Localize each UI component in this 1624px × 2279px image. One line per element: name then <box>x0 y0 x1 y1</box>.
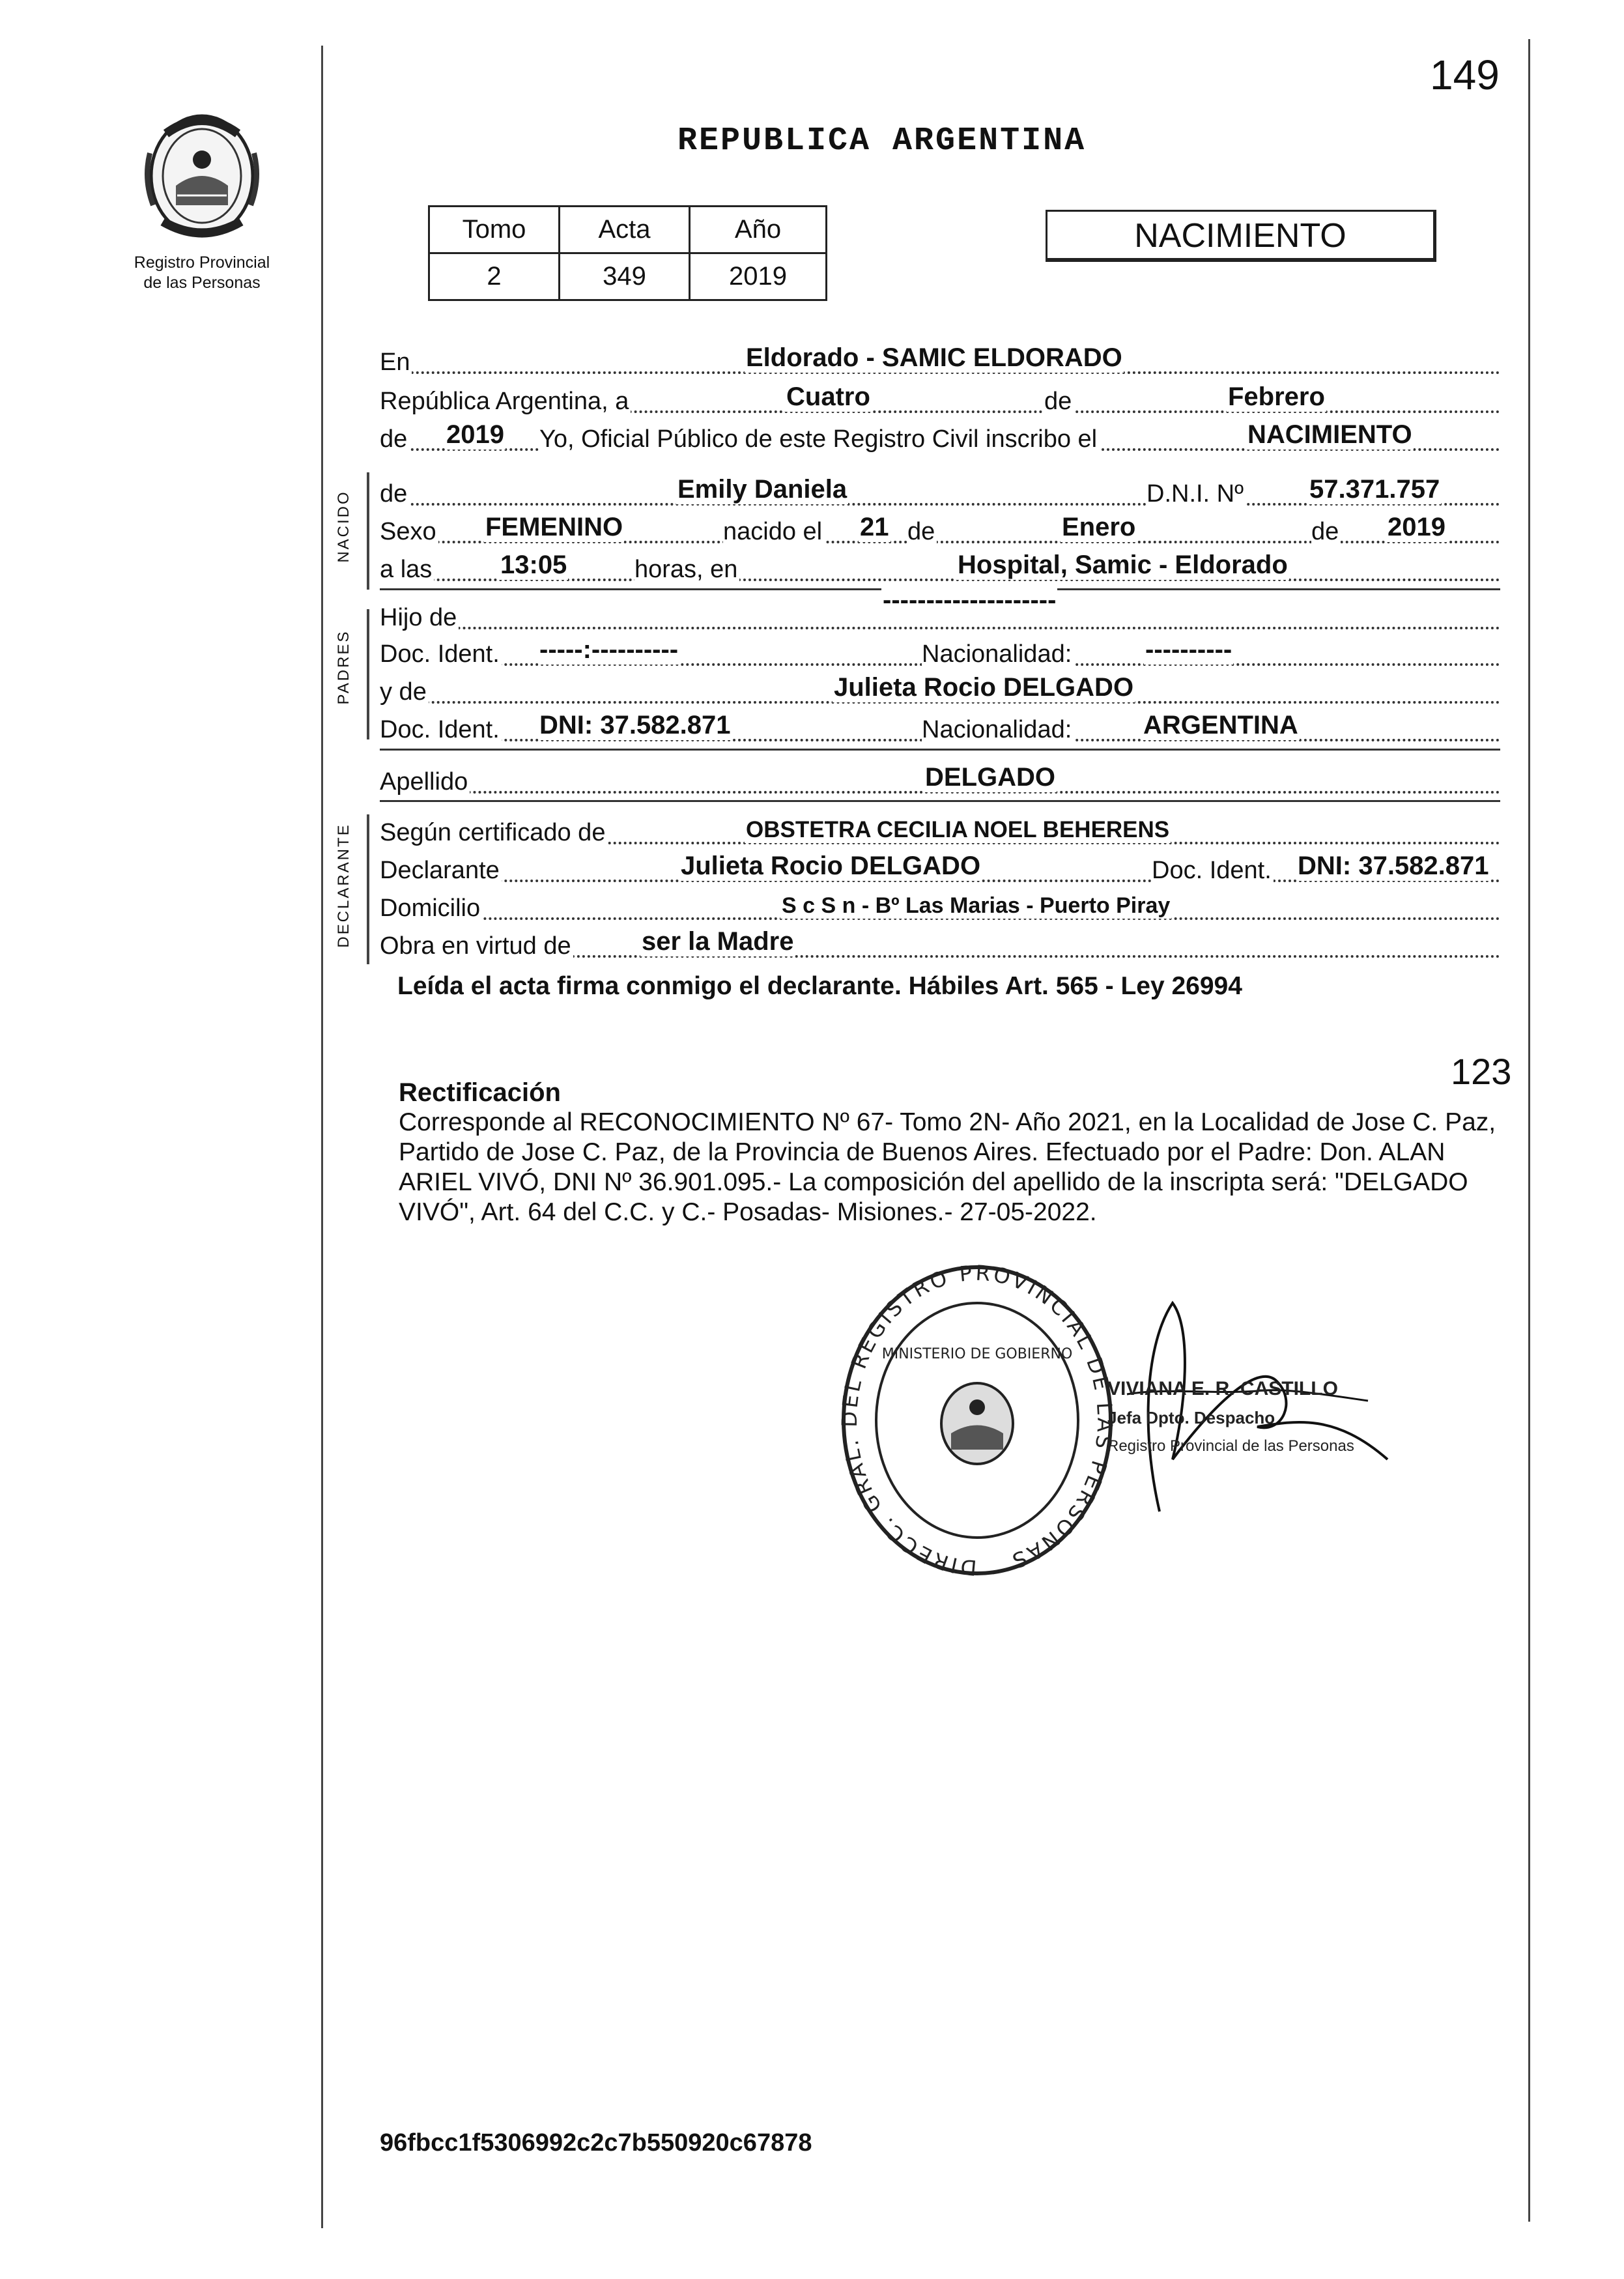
registry-caption: Registro Provincial de las Personas <box>134 253 270 292</box>
rectification-number: 123 <box>1451 1051 1512 1092</box>
section-nacido: NACIDO <box>335 490 352 563</box>
closing-statement: Leída el acta firma conmigo el declarante. Hábiles Art. 565 - Ley 26994 <box>397 972 1242 1000</box>
stamp-inner-text: MINISTERIO DE GOBIERNO <box>881 1346 1073 1362</box>
row-hijo-de: Hijo de -------------------- <box>380 599 1500 637</box>
birth-time: 13:05 <box>500 551 567 579</box>
mother-nationality: ARGENTINA <box>1143 711 1298 739</box>
row-republica: República Argentina, a Cuatro de Febrero <box>380 383 1500 421</box>
row-apellido: Apellido DELGADO <box>380 764 1500 801</box>
row-certificado: Según certificado de OBSTETRA CECILIA NOEL BEHERENS <box>380 814 1500 852</box>
section-padres: PADRES <box>335 629 352 705</box>
signatory-block <box>1107 1375 1354 1461</box>
certificate-issuer: OBSTETRA CECILIA NOEL BEHERENS <box>746 817 1170 842</box>
declarant-name: Julieta Rocio DELGADO <box>681 852 981 880</box>
signatory-name: VIVIANA E. R. CASTILLO <box>1107 1378 1338 1399</box>
record-reference-table <box>428 205 827 301</box>
row-hora: a las 13:05 horas, en Hospital, Samic - Eldorado <box>380 551 1500 589</box>
row-oficial: de 2019 Yo, Oficial Público de este Registro Civil inscribo el NACIMIENTO <box>380 421 1500 459</box>
day-value: Cuatro <box>786 382 870 411</box>
tomo-header: Tomo <box>429 207 560 253</box>
sex-value: FEMENINO <box>485 513 623 541</box>
birth-day: 21 <box>860 513 889 541</box>
birth-place: Hospital, Samic - Eldorado <box>958 551 1288 579</box>
country-title: REPUBLICA ARGENTINA <box>677 122 1087 160</box>
father-doc: -----:---------- <box>539 635 679 664</box>
rectification-title: Rectificación <box>399 1078 561 1107</box>
registry-logo <box>111 108 293 293</box>
mother-doc: DNI: 37.582.871 <box>539 711 731 739</box>
row-obra: Obra en virtud de ser la Madre <box>380 928 1500 966</box>
record-type-box: NACIMIENTO <box>1046 210 1436 262</box>
mother-name: Julieta Rocio DELGADO <box>834 673 1134 702</box>
child-name: Emily Daniela <box>677 475 848 504</box>
page-number: 149 <box>1430 51 1500 98</box>
birth-year: 2019 <box>1388 513 1446 541</box>
document-hash: 96fbcc1f5306992c2c7b550920c67878 <box>380 2129 812 2157</box>
row-nombre: de Emily Daniela D.N.I. Nº 57.371.757 <box>380 476 1500 513</box>
left-margin-line <box>321 46 323 2228</box>
declarant-doc: DNI: 37.582.871 <box>1298 852 1489 880</box>
acto-value: NACIMIENTO <box>1247 420 1412 449</box>
anio-header: Año <box>690 207 827 253</box>
stamp-ring-text: DIRECC. GRAL. DEL REGISTRO PROVINCIAL DE LAS PERSONAS <box>837 1261 1117 1580</box>
right-margin-line <box>1528 39 1530 2222</box>
place-value: Eldorado - SAMIC ELDORADO <box>746 343 1122 372</box>
year-value: 2019 <box>446 420 504 449</box>
birth-month: Enero <box>1062 513 1136 541</box>
anio-value: 2019 <box>690 253 827 300</box>
rectification-body: Corresponde al RECONOCIMIENTO Nº 67- Tomo 2N- Año 2021, en la Localidad de Jose C. Paz, Partido de Jose C. Paz, de la Provincia de Buenos Aires. Efectuado por el Padre: Don. ALAN ARIEL VIVÓ, DNI Nº 36.901.095.- La composición del apellido de la inscripta será: "DELGADO VIVÓ", Art. 64 del C.C. y C.- Posadas- Misiones.- 27-05-2022. <box>399 1108 1496 1226</box>
surname-value: DELGADO <box>925 763 1055 792</box>
row-en: En Eldorado - SAMIC ELDORADO <box>380 344 1500 382</box>
row-madre: y de Julieta Rocio DELGADO <box>380 674 1500 711</box>
row-padre-doc: Doc. Ident. -----:---------- Nacionalidad: ---------- <box>380 636 1500 674</box>
address-value: S c S n - Bº Las Marias - Puerto Piray <box>782 893 1171 918</box>
row-sexo: Sexo FEMENINO nacido el 21 de Enero de 2019 <box>380 513 1500 551</box>
signatory-office: Registro Provincial de las Personas <box>1107 1437 1354 1455</box>
child-dni: 57.371.757 <box>1309 475 1440 504</box>
section-declarante: DECLARANTE <box>335 823 352 948</box>
signatory-role: Jefa Dpto. Despacho <box>1107 1408 1275 1427</box>
row-domicilio: Domicilio S c S n - Bº Las Marias - Puerto Piray <box>380 890 1500 928</box>
acta-header: Acta <box>560 207 690 253</box>
row-madre-doc: Doc. Ident. DNI: 37.582.871 Nacionalidad: ARGENTINA <box>380 711 1500 749</box>
row-declarante: Declarante Julieta Rocio DELGADO Doc. Ident. DNI: 37.582.871 <box>380 852 1500 890</box>
misiones-emblem-icon <box>137 108 267 244</box>
month-value: Febrero <box>1228 382 1325 411</box>
capacity-value: ser la Madre <box>642 927 794 956</box>
tomo-value: 2 <box>429 253 560 300</box>
acta-value: 349 <box>560 253 690 300</box>
father-nationality: ---------- <box>1145 635 1232 664</box>
father-name: -------------------- <box>883 586 1057 614</box>
